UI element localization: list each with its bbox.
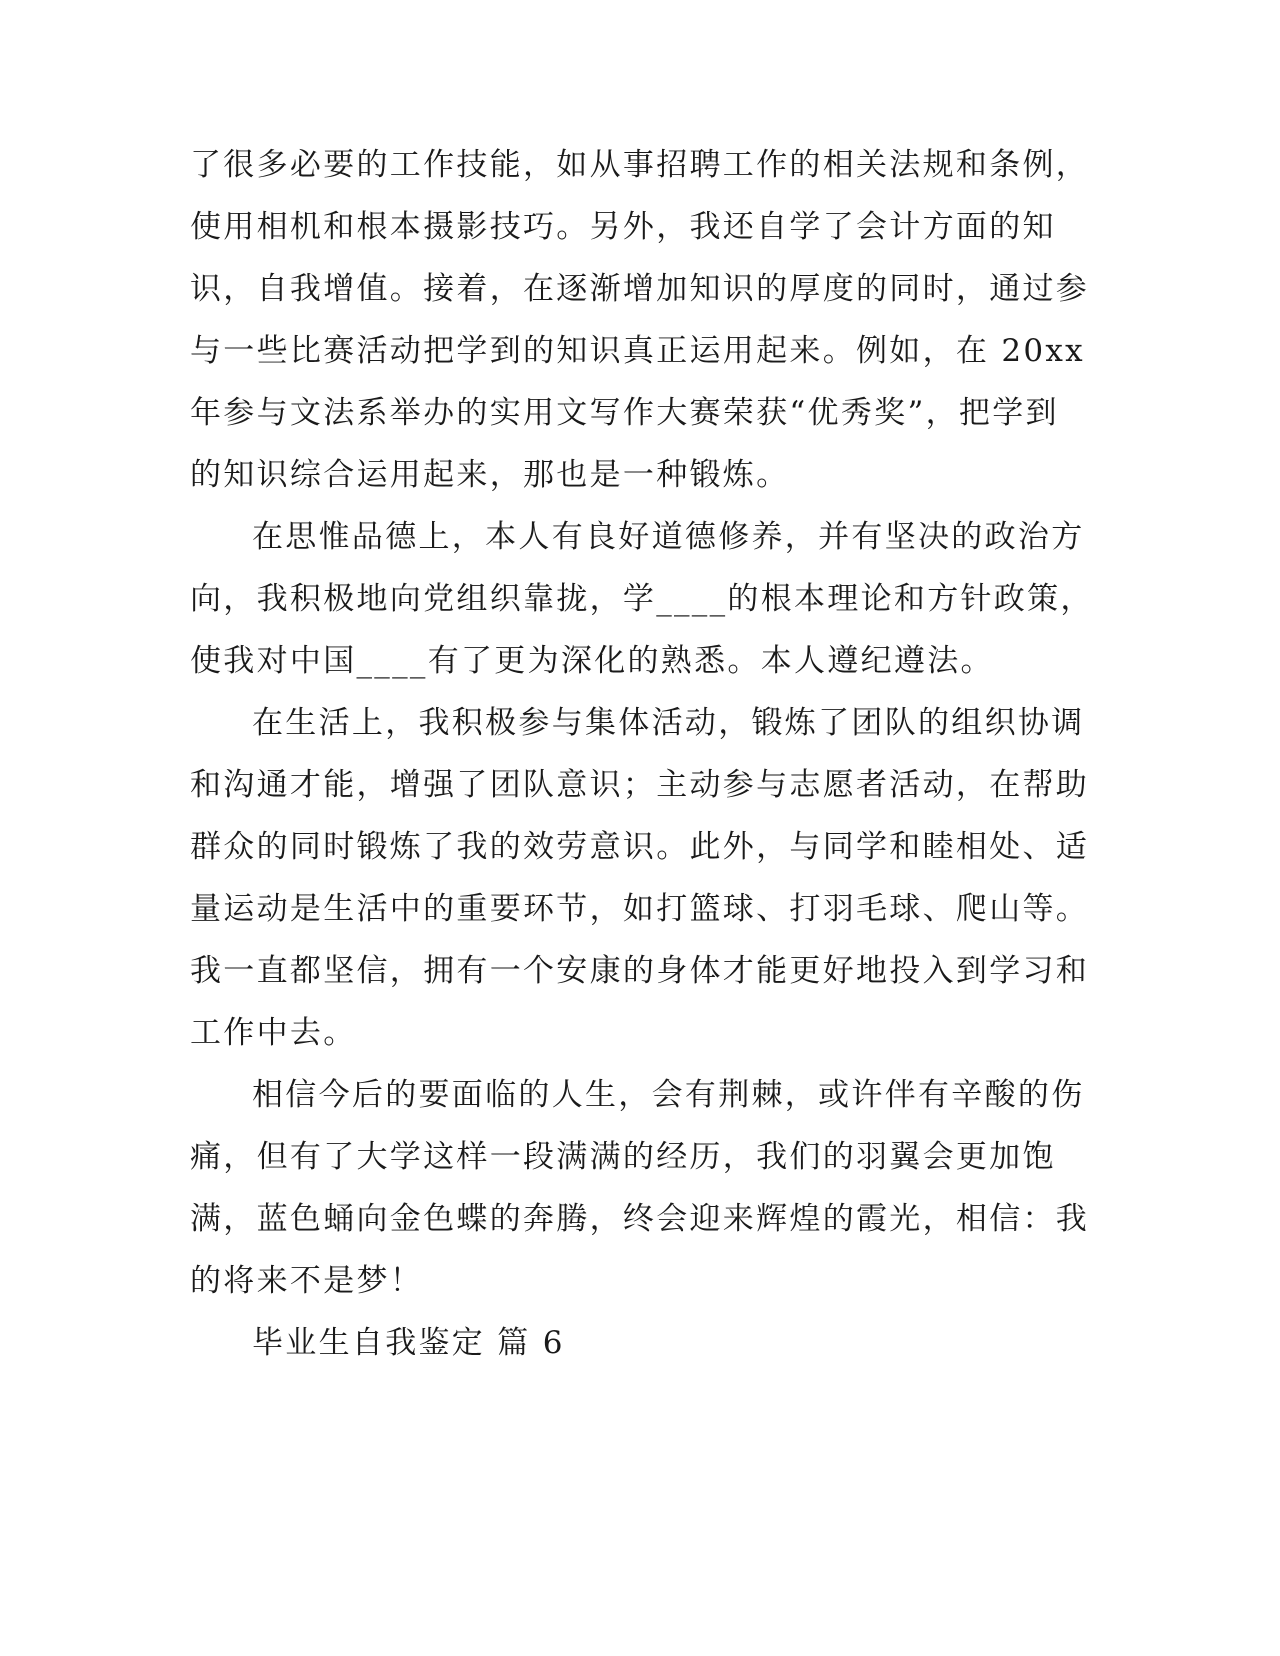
text-line: 与一些比赛活动把学到的知识真正运用起来。例如，在 20xx <box>190 333 1085 369</box>
text-line: 量运动是生活中的重要环节，如打篮球、打羽毛球、爬山等。 <box>190 891 1090 927</box>
text-line: 使用相机和根本摄影技巧。另外，我还自学了会计方面的知 <box>190 209 1056 245</box>
text-line: 群众的同时锻炼了我的效劳意识。此外，与同学和睦相处、适 <box>190 829 1090 865</box>
section-heading: 毕业生自我鉴定 篇 6 <box>252 1325 565 1361</box>
text-line: 工作中去。 <box>190 1015 357 1051</box>
text-line: 和沟通才能，增强了团队意识；主动参与志愿者活动，在帮助 <box>190 767 1090 803</box>
text-line: 向，我积极地向党组织靠拢，学____的根本理论和方针政策， <box>190 581 1094 617</box>
text-line: 年参与文法系举办的实用文写作大赛荣获“优秀奖”，把学到 <box>190 395 1059 431</box>
text-line: 的知识综合运用起来，那也是一种锻炼。 <box>190 457 790 493</box>
paragraph-start-line: 相信今后的要面临的人生，会有荆棘，或许伴有辛酸的伤 <box>252 1077 1085 1113</box>
text-line: 了很多必要的工作技能，如从事招聘工作的相关法规和条例， <box>190 147 1090 183</box>
paragraph-start-line: 在生活上，我积极参与集体活动，锻炼了团队的组织协调 <box>252 705 1085 741</box>
text-line: 识，自我增值。接着，在逐渐增加知识的厚度的同时，通过参 <box>190 271 1090 307</box>
text-line: 的将来不是梦！ <box>190 1263 424 1299</box>
text-line: 使我对中国____有了更为深化的熟悉。本人遵纪遵法。 <box>190 643 994 679</box>
text-line: 满，蓝色蛹向金色蝶的奔腾，终会迎来辉煌的霞光，相信：我 <box>190 1201 1090 1237</box>
text-line: 痛，但有了大学这样一段满满的经历，我们的羽翼会更加饱 <box>190 1139 1056 1175</box>
paragraph-start-line: 在思惟品德上，本人有良好道德修养，并有坚决的政治方 <box>252 519 1085 555</box>
text-line: 我一直都坚信，拥有一个安康的身体才能更好地投入到学习和 <box>190 953 1090 989</box>
